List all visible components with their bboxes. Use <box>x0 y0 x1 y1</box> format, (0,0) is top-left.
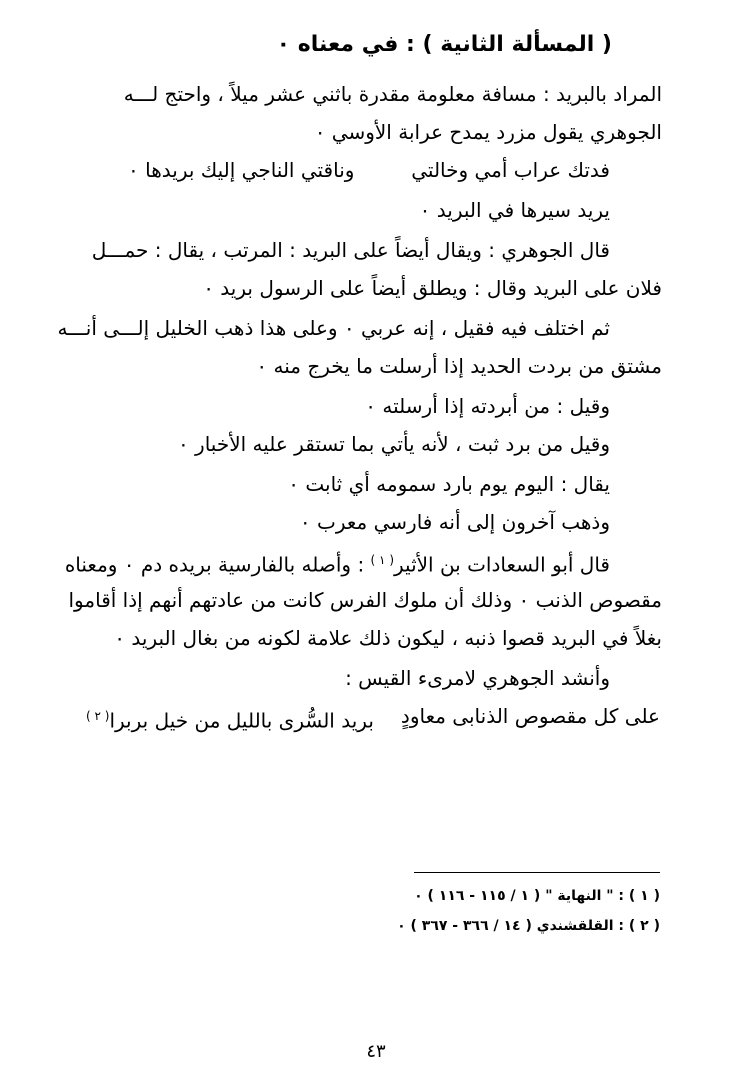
footnote-2: ( ٢ ) : القلقشندي ( ١٤ / ٣٦٦ - ٣٦٧ ) ٠ <box>397 918 660 934</box>
text-line-15: بغلاً في البريد قصوا ذنبه ، ليكون ذلك علامة لكونه من بغال البريد ٠ <box>114 626 662 650</box>
text-line-11: يقال : اليوم يوم بارد سمومه أي ثابت ٠ <box>288 472 610 496</box>
footnote-divider <box>414 872 660 873</box>
text-line-12: وذهب آخرون إلى أنه فارسي معرب ٠ <box>299 510 610 534</box>
verse-1-first-hemistich: فدتك عراب أمي وخالتي <box>411 158 610 182</box>
section-heading: ( المسألة الثانية ) : في معناه ٠ <box>276 32 612 57</box>
text-line-13 <box>64 546 610 579</box>
text-line-8: مشتق من بردت الحديد إذا أرسلت ما يخرج منه ٠ <box>256 354 662 378</box>
text-line-7: ثم اختلف فيه فقيل ، إنه عربي ٠ وعلى هذا ذهب الخليل إلـــى أنـــه <box>57 316 610 340</box>
text-line-9: وقيل : من أبردته إذا أرسلته ٠ <box>365 394 610 418</box>
text-line-2: الجوهري يقول مزرد يمدح عرابة الأوسي ٠ <box>314 120 662 144</box>
text-line-14: مقصوص الذنب ٠ وذلك أن ملوك الفرس كانت من عادتهم أنهم إذا أقاموا <box>68 588 662 612</box>
footnote-ref-1[interactable]: ( ١ ) <box>370 553 394 567</box>
verse-2-first-hemistich: على كل مقصوص الذنابى معاودٍ <box>400 704 660 728</box>
text-line-13-start: قال أبو السعادات بن الأثير <box>394 552 610 577</box>
text-line-1: المراد بالبريد : مسافة معلومة مقدرة باثني عشر ميلاً ، واحتج لـــه <box>123 82 662 106</box>
text-line-6: فلان على البريد وقال : ويطلق أيضاً على الرسول بريد ٠ <box>203 276 662 300</box>
verse-1-second-hemistich: وناقتي الناجي إليك بريدها ٠ <box>128 158 355 182</box>
text-line-13-end: : وأصله بالفارسية بريده دم ٠ ومعناه <box>64 552 371 577</box>
footnote-ref-2[interactable]: ( ٢ ) <box>86 709 110 723</box>
text-line-5: قال الجوهري : ويقال أيضاً على البريد : المرتب ، يقال : حمـــل <box>91 238 610 262</box>
text-line-4: يريد سيرها في البريد ٠ <box>419 198 610 222</box>
verse-2-second-hemistich-text: بريد السُّرى بالليل من خيل بربرا <box>109 708 374 733</box>
page-number: ٤٣ <box>366 1041 386 1062</box>
footnote-1: ( ١ ) : " النهاية " ( ١ / ١١٥ - ١١٦ ) ٠ <box>414 888 660 904</box>
verse-2-second-hemistich <box>86 702 374 735</box>
text-line-10: وقيل من برد ثبت ، لأنه يأتي بما تستقر عليه الأخبار ٠ <box>177 432 610 456</box>
text-line-16: وأنشد الجوهري لامرىء القيس : <box>345 666 610 690</box>
